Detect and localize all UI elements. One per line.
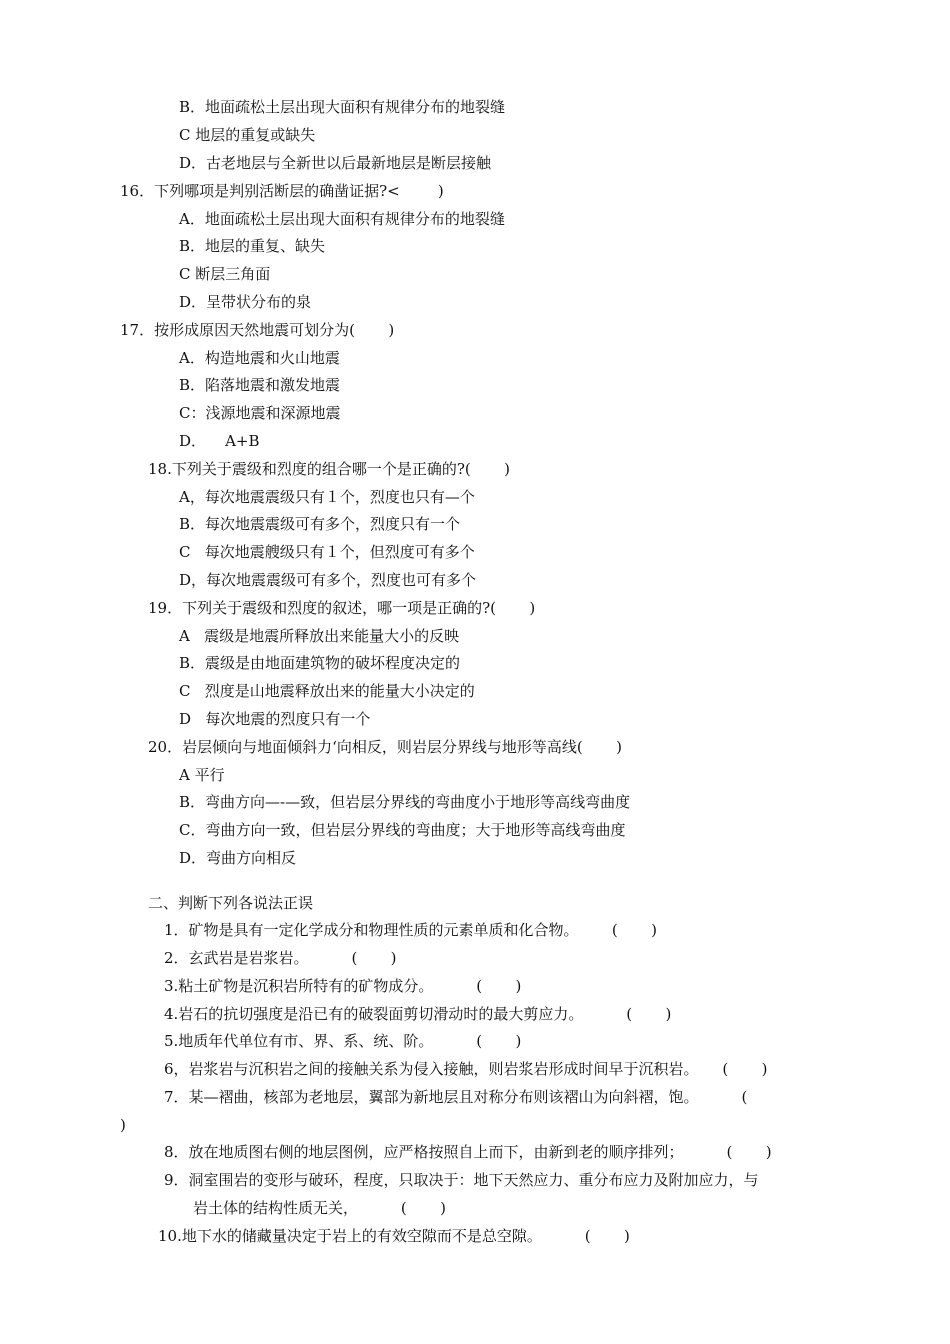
text-line: B．陷落地震和激发地震 [179, 376, 341, 394]
text-line: 7．某—褶曲，核部为老地层，翼部为新地层且对称分布则该褶山为向斜褶，饱。 ( [164, 1088, 748, 1106]
text-line: 二、判断下列各说法正误 [148, 894, 314, 912]
text-line: 16．下列哪项是判别活断层的确凿证据?< ) [120, 182, 444, 200]
text-line: D．呈带状分布的泉 [179, 293, 312, 311]
text-line: 8．放在地质图右侧的地层图例，应严格按照自上而下，由新到老的顺序排列； ( ) [164, 1143, 772, 1161]
text-line: ) [120, 1116, 126, 1134]
text-line: A．构造地震和火山地震 [179, 349, 340, 367]
text-line: C：浅源地震和深源地震 [179, 404, 341, 422]
text-line: 1．矿物是具有一定化学成分和物理性质的元素单质和化合物。 ( ) [164, 921, 658, 939]
text-line: D． A+B [179, 432, 260, 450]
text-line: 5.地质年代单位有市、界、系、统、阶。 ( ) [164, 1032, 522, 1050]
text-line: B．震级是由地面建筑物的破坏程度决定的 [179, 654, 461, 672]
text-line: C 地层的重复或缺失 [179, 126, 316, 144]
text-line: 6，岩浆岩与沉积岩之间的接触关系为侵入接触，则岩浆岩形成时间早于沉积岩。 ( ) [164, 1060, 768, 1078]
text-line: D．弯曲方向相反 [179, 849, 297, 867]
text-line: B．弯曲方向—-—致，但岩层分界线的弯曲度小于地形等高线弯曲度 [179, 793, 631, 811]
text-line: A 震级是地震所释放出来能量大小的反映 [179, 627, 460, 645]
text-line: D 每次地震的烈度只有一个 [179, 710, 371, 728]
text-line: B．地面疏松土层出现大面积有规律分布的地裂缝 [179, 98, 506, 116]
text-line: 20．岩层倾向与地面倾斜力‘向相反，则岩层分界线与地形等高线( ) [148, 738, 622, 756]
text-line: 岩土体的结构性质无关， ( ) [193, 1199, 446, 1217]
text-line: 3.粘土矿物是沉积岩所特有的矿物成分。 ( ) [164, 977, 522, 995]
text-line: D，每次地震震级可有多个，烈度也可有多个 [179, 571, 477, 589]
text-line: 10.地下水的储藏量决定于岩上的有效空隙而不是总空隙。 ( ) [158, 1227, 630, 1245]
text-line: C 每次地震艘级只有１个，但烈度可有多个 [179, 543, 475, 561]
text-line: A．地面疏松土层出现大面积有规律分布的地裂缝 [179, 210, 505, 228]
text-line: B．每次地震震级可有多个，烈度只有一个 [179, 515, 461, 533]
text-line: C 断层三角面 [179, 265, 271, 283]
text-line: 19．下列关于震级和烈度的叙述，哪一项是正确的?( ) [148, 599, 536, 617]
text-line: 4.岩石的抗切强度是沿已有的破裂面剪切滑动时的最大剪应力。 ( ) [164, 1005, 672, 1023]
text-line: D．古老地层与全新世以后最新地层是断层接触 [179, 154, 492, 172]
text-line: 2．玄武岩是岩浆岩。 ( ) [164, 949, 397, 967]
text-line: A 平行 [179, 766, 225, 784]
text-line: C．弯曲方向一致，但岩层分界线的弯曲度；大于地形等高线弯曲度 [179, 821, 626, 839]
text-line: 17．按形成原因天然地震可划分为( ) [120, 321, 395, 339]
text-line: A，每次地震震级只有１个，烈度也只有—个 [179, 488, 475, 506]
text-line: B．地层的重复、缺失 [179, 237, 326, 255]
text-line: C 烈度是山地震释放出来的能量大小决定的 [179, 682, 475, 700]
text-line: 18.下列关于震级和烈度的组合哪一个是正确的?( ) [148, 460, 510, 478]
text-line: 9．洞室围岩的变形与破环，程度，只取决于：地下天然应力、重分布应力及附加应力，与 [164, 1171, 759, 1189]
